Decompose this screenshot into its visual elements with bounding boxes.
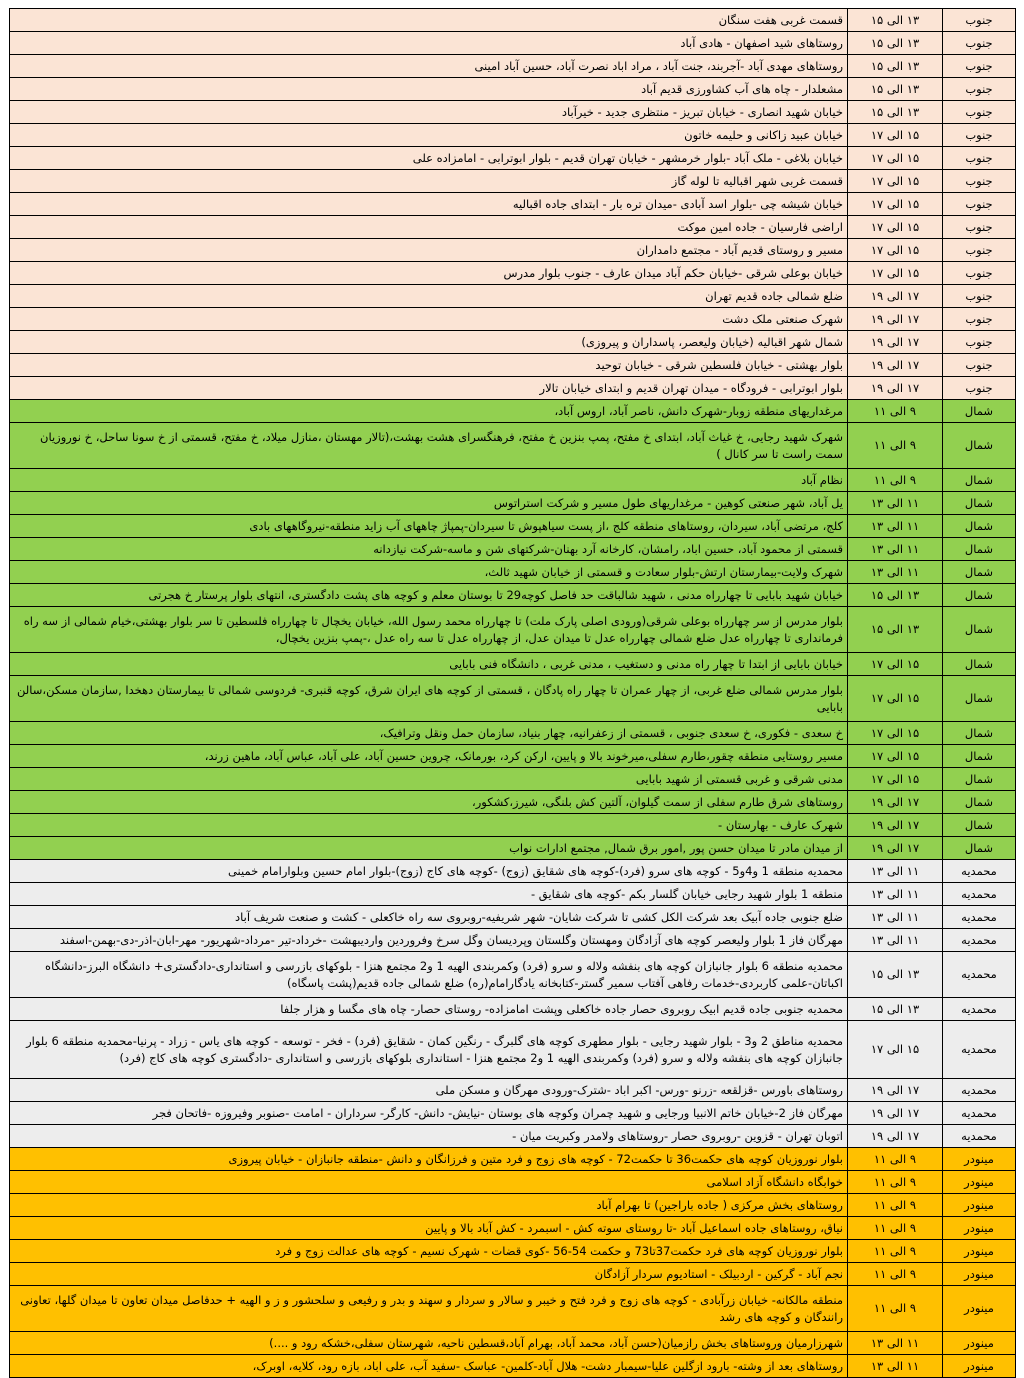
region-cell: شمال xyxy=(943,837,1016,860)
region-cell: محمدیه xyxy=(943,883,1016,906)
region-cell: شمال xyxy=(943,676,1016,722)
area-cell: خیابان شیشه چی -بلوار اسد آبادی -میدان تره بار - ابتدای جاده اقبالیه xyxy=(10,193,848,216)
region-cell: شمال xyxy=(943,814,1016,837)
time-cell: ۱۷ الی ۱۹ xyxy=(848,837,943,860)
area-cell: اراضی فارسیان - جاده امین موکت xyxy=(10,216,848,239)
region-cell: جنوب xyxy=(943,9,1016,32)
time-cell: ۱۱ الی ۱۳ xyxy=(848,538,943,561)
time-cell: ۱۷ الی ۱۹ xyxy=(848,308,943,331)
time-cell: ۱۷ الی ۱۹ xyxy=(848,1102,943,1125)
region-cell: شمال xyxy=(943,745,1016,768)
area-cell: خیابان عبید زاکانی و حلیمه خاتون xyxy=(10,124,848,147)
time-cell: ۱۷ الی ۱۹ xyxy=(848,331,943,354)
area-cell: نظام آباد xyxy=(10,469,848,492)
time-cell: ۱۳ الی ۱۵ xyxy=(848,32,943,55)
time-cell: ۱۵ الی ۱۷ xyxy=(848,676,943,722)
region-cell: جنوب xyxy=(943,239,1016,262)
region-cell: جنوب xyxy=(943,124,1016,147)
area-cell: مهرگان فاز 2-خیابان خاتم الانبیا ورجایی و شهید چمران وکوچه های بوستان -نیایش- دانش- کارگر- سرداران - امامت -صنوبر وفیروزه -فاتحان فجر xyxy=(10,1102,848,1125)
region-cell: مینودر xyxy=(943,1355,1016,1378)
area-cell: منطقه 1 بلوار شهید رجایی خیابان گلسار بکم -کوچه های شقایق - xyxy=(10,883,848,906)
area-cell: مرغداریهای منطقه زوبار-شهرک دانش، ناصر آباد، اروس آباد، xyxy=(10,400,848,423)
area-cell: شهرک شهید رجایی، خ غیاث آباد، ابتدای خ مفتح، پمپ بنزین خ مفتح، فرهنگسرای هشت بهشت،(تالار مهستان ،منازل میلاد، خ مفتح، قسمتی از خ سونا ساحل، خ نوروزیان سمت راست تا سر کانال ) xyxy=(10,423,848,469)
area-cell: روستاهای مهدی آباد -آجربند، جنت آباد ، مراد اباد نصرت آباد، حسین آباد امینی xyxy=(10,55,848,78)
region-cell: محمدیه xyxy=(943,998,1016,1021)
schedule-rows xyxy=(10,9,1016,1378)
region-cell: جنوب xyxy=(943,147,1016,170)
time-cell: ۱۳ الی ۱۵ xyxy=(848,101,943,124)
time-cell: ۱۷ الی ۱۹ xyxy=(848,791,943,814)
schedule-row xyxy=(10,1240,1016,1263)
schedule-row xyxy=(10,377,1016,400)
time-cell: ۱۵ الی ۱۷ xyxy=(848,722,943,745)
schedule-row xyxy=(10,1079,1016,1102)
schedule-row xyxy=(10,1171,1016,1194)
area-cell: خیابان بابایی از ابتدا تا چهار راه مدنی و دستغیب ، مدنی غربی ، دانشگاه فنی بابایی xyxy=(10,653,848,676)
region-cell: شمال xyxy=(943,423,1016,469)
time-cell: ۱۵ الی ۱۷ xyxy=(848,653,943,676)
area-cell: روستاهای شید اصفهان - هادی آباد xyxy=(10,32,848,55)
region-cell: مینودر xyxy=(943,1171,1016,1194)
schedule-row xyxy=(10,515,1016,538)
schedule-row xyxy=(10,998,1016,1021)
area-cell: خ سعدی - فکوری، خ سعدی جنوبی ، قسمتی از زعفرانیه، چهار بنیاد، سازمان حمل ونقل وترافیک، xyxy=(10,722,848,745)
schedule-row xyxy=(10,1148,1016,1171)
area-cell: ضلع جنوبی جاده آبیک بعد شرکت الکل کشی تا شرکت شایان- شهر شریفیه-روبروی سه راه خاکعلی - کشت و صنعت شریف آباد xyxy=(10,906,848,929)
time-cell: ۱۵ الی ۱۷ xyxy=(848,262,943,285)
schedule-row xyxy=(10,906,1016,929)
region-cell: محمدیه xyxy=(943,1102,1016,1125)
region-cell: جنوب xyxy=(943,354,1016,377)
time-cell: ۹ الی ۱۱ xyxy=(848,1240,943,1263)
area-cell: خیابان شهید انصاری - خیابان تبریز - منتظری جدید - خیرآباد xyxy=(10,101,848,124)
time-cell: ۱۳ الی ۱۵ xyxy=(848,607,943,653)
time-cell: ۱۵ الی ۱۷ xyxy=(848,768,943,791)
schedule-row xyxy=(10,1217,1016,1240)
area-cell: شهرک ولایت-بیمارستان ارتش-بلوار سعادت و قسمتی از خیابان شهید ثالث، xyxy=(10,561,848,584)
region-cell: محمدیه xyxy=(943,1021,1016,1079)
area-cell: اتوبان تهران - قزوین -روبروی حصار -روستاهای ولامدر وکبریت میان - xyxy=(10,1125,848,1148)
area-cell: بلوار ابوترابی - فرودگاه - میدان تهران قدیم و ابتدای خیابان تالار xyxy=(10,377,848,400)
time-cell: ۱۱ الی ۱۳ xyxy=(848,515,943,538)
region-cell: محمدیه xyxy=(943,1125,1016,1148)
time-cell: ۱۱ الی ۱۳ xyxy=(848,1332,943,1355)
region-cell: مینودر xyxy=(943,1217,1016,1240)
time-cell: ۱۵ الی ۱۷ xyxy=(848,216,943,239)
region-cell: شمال xyxy=(943,584,1016,607)
time-cell: ۹ الی ۱۱ xyxy=(848,469,943,492)
area-cell: مسیر و روستای قدیم آباد - مجتمع دامداران xyxy=(10,239,848,262)
schedule-row xyxy=(10,722,1016,745)
schedule-row xyxy=(10,1355,1016,1378)
area-cell: روستاهای باورس -قزلقعه -زرنو -ورس- اکبر اباد -شترک-ورودی مهرگان و مسکن ملی xyxy=(10,1079,848,1102)
schedule-row xyxy=(10,1125,1016,1148)
region-cell: شمال xyxy=(943,791,1016,814)
region-cell: جنوب xyxy=(943,308,1016,331)
region-cell: جنوب xyxy=(943,170,1016,193)
schedule-row xyxy=(10,101,1016,124)
time-cell: ۱۵ الی ۱۷ xyxy=(848,170,943,193)
area-cell: نیاق، روستاهای جاده اسماعیل آباد -تا روستای سوته کش - اسبمرد - کش آباد بالا و پایین xyxy=(10,1217,848,1240)
region-cell: محمدیه xyxy=(943,860,1016,883)
area-cell: بلوار نوروزیان کوچه های حکمت36 تا حکمت72 - کوچه های زوج و فرد متین و فرزانگان و دانش -منطقه جانبازان - خیابان پیروزی xyxy=(10,1148,848,1171)
region-cell: مینودر xyxy=(943,1332,1016,1355)
area-cell: بلوار مدرس شمالی ضلع غربی، از چهار عمران تا چهار راه پادگان ، قسمتی از کوچه های ایران شرق، کوچه قنبری- فردوسی شمالی تا بیمارستان دهخدا ,سازمان مسکن،سالن بابایی xyxy=(10,676,848,722)
time-cell: ۱۳ الی ۱۵ xyxy=(848,998,943,1021)
schedule-row xyxy=(10,308,1016,331)
schedule-row xyxy=(10,1286,1016,1332)
time-cell: ۱۳ الی ۱۵ xyxy=(848,55,943,78)
schedule-row xyxy=(10,1021,1016,1079)
schedule-row xyxy=(10,883,1016,906)
time-cell: ۱۱ الی ۱۳ xyxy=(848,1355,943,1378)
schedule-row xyxy=(10,837,1016,860)
schedule-row xyxy=(10,147,1016,170)
schedule-row xyxy=(10,584,1016,607)
region-cell: شمال xyxy=(943,768,1016,791)
area-cell: کلج، مرتضی آباد، سیردان، روستاهای منطقه کلج ،از پست سیاهپوش تا سیردان-پمپاژ چاههای آب زاید منطقه-نیروگاههای بادی xyxy=(10,515,848,538)
region-cell: شمال xyxy=(943,653,1016,676)
time-cell: ۱۱ الی ۱۳ xyxy=(848,883,943,906)
schedule-row xyxy=(10,285,1016,308)
time-cell: ۱۳ الی ۱۵ xyxy=(848,952,943,998)
schedule-row xyxy=(10,9,1016,32)
region-cell: مینودر xyxy=(943,1240,1016,1263)
region-cell: مینودر xyxy=(943,1148,1016,1171)
schedule-row xyxy=(10,952,1016,998)
schedule-row xyxy=(10,653,1016,676)
region-cell: محمدیه xyxy=(943,906,1016,929)
area-cell: قسمت غربی هفت سنگان xyxy=(10,9,848,32)
schedule-row xyxy=(10,1332,1016,1355)
time-cell: ۱۱ الی ۱۳ xyxy=(848,860,943,883)
time-cell: ۱۷ الی ۱۹ xyxy=(848,285,943,308)
schedule-row xyxy=(10,1194,1016,1217)
schedule-row xyxy=(10,1263,1016,1286)
schedule-row xyxy=(10,1102,1016,1125)
area-cell: از میدان مادر تا میدان حسن پور ,امور برق شمال, مجتمع ادارات نواب xyxy=(10,837,848,860)
region-cell: جنوب xyxy=(943,193,1016,216)
region-cell: جنوب xyxy=(943,55,1016,78)
schedule-row xyxy=(10,216,1016,239)
region-cell: جنوب xyxy=(943,216,1016,239)
area-cell: قسمتی از محمود آباد، حسین اباد، رامشان، کارخانه آرد بهنان-شرکتهای شن و ماسه-شرکت نیازدانه xyxy=(10,538,848,561)
time-cell: ۱۳ الی ۱۵ xyxy=(848,584,943,607)
area-cell: مشعلدار - چاه های آب کشاورزی قدیم آباد xyxy=(10,78,848,101)
schedule-row xyxy=(10,32,1016,55)
time-cell: ۹ الی ۱۱ xyxy=(848,1286,943,1332)
region-cell: شمال xyxy=(943,722,1016,745)
region-cell: جنوب xyxy=(943,377,1016,400)
time-cell: ۹ الی ۱۱ xyxy=(848,1148,943,1171)
region-cell: شمال xyxy=(943,469,1016,492)
area-cell: خیابان شهید بابایی تا چهارراه مدنی ، شهید شالباقت حد فاصل کوچه29 تا بوستان معلم و کوچه های پشت دادگستری، انتهای بلوار پرستار خ هجرتی xyxy=(10,584,848,607)
region-cell: جنوب xyxy=(943,78,1016,101)
schedule-row xyxy=(10,860,1016,883)
schedule-row xyxy=(10,193,1016,216)
outage-schedule-table xyxy=(9,8,1016,1378)
schedule-row xyxy=(10,676,1016,722)
area-cell: بلوار بهشتی - خیابان فلسطین شرقی - خیابان توحید xyxy=(10,354,848,377)
region-cell: شمال xyxy=(943,561,1016,584)
region-cell: جنوب xyxy=(943,32,1016,55)
time-cell: ۱۷ الی ۱۹ xyxy=(848,1125,943,1148)
area-cell: نجم آباد - گرکین - اردبیلک - استادیوم سردار آزادگان xyxy=(10,1263,848,1286)
area-cell: قسمت غربی شهر اقبالیه تا لوله گاز xyxy=(10,170,848,193)
time-cell: ۹ الی ۱۱ xyxy=(848,1194,943,1217)
area-cell: محمدیه جنوبی جاده قدیم ابیک روبروی حصار جاده خاکعلی وپشت امامزاده- روستای حصار- چاه های مگسا و هزار جلفا xyxy=(10,998,848,1021)
schedule-row xyxy=(10,745,1016,768)
region-cell: جنوب xyxy=(943,101,1016,124)
area-cell: شهرک عارف - بهارستان - xyxy=(10,814,848,837)
area-cell: روستاهای بعد از وشته- بارود ازگلین علیا-سیمبار دشت- هلال آباد-کلمین- عباسک -سفید آب، علی اباد، بازه رود، کلایه، اوبرک، xyxy=(10,1355,848,1378)
area-cell: محمدیه مناطق 2 و3 - بلوار شهید رجایی - بلوار مطهری کوچه های گلبرگ - رنگین کمان - شقایق (فرد) - فخر - توسعه - کوچه های یاس - زراد - پرنیا-محمدیه منطقه 6 بلوار جانبازان کوچه های بنفشه ولاله و سرو (فرد) وکمربندی الهیه 1 و2 مجتمع هنزا - استانداری بلوکهای بازرسی و استانداری -دادگستری کوچه های کاج (فرد) xyxy=(10,1021,848,1079)
area-cell: یل آباد، شهر صنعتی کوهین - مرغداریهای طول مسیر و شرکت استراتوس xyxy=(10,492,848,515)
schedule-row xyxy=(10,55,1016,78)
area-cell: بلوار نوروزیان کوچه های فرد حکمت37تا73 و حکمت 54-56 -کوی قضات - شهرک نسیم - کوچه های عدالت زوج و فرد xyxy=(10,1240,848,1263)
time-cell: ۱۳ الی ۱۵ xyxy=(848,9,943,32)
area-cell: خوابگاه دانشگاه آزاد اسلامی xyxy=(10,1171,848,1194)
schedule-row xyxy=(10,170,1016,193)
schedule-row xyxy=(10,469,1016,492)
time-cell: ۱۱ الی ۱۳ xyxy=(848,492,943,515)
time-cell: ۱۵ الی ۱۷ xyxy=(848,239,943,262)
area-cell: منطقه مالکانه- خیابان زرآبادی - کوچه های زوج و فرد فتح و خیبر و سالار و سردار و سهند و بدر و رفیعی و سلحشور و ز و الهیه + حدفاصل میدان تعاون تا میدان گلها، تعاونی رانندگان و کوچه های رشد xyxy=(10,1286,848,1332)
schedule-row xyxy=(10,400,1016,423)
schedule-row xyxy=(10,78,1016,101)
schedule-row xyxy=(10,791,1016,814)
area-cell: بلوار مدرس از سر چهارراه بوعلی شرقی(ورودی اصلی پارک ملت) تا چهارراه محمد رسول الله، خیابان یخچال تا چهارراه فلسطین تا سر بلوار بهشتی،خیام شمالی از سه راه فرمانداری تا چهارراه عدل ضلع شمالی چهارراه عدل تا میدان عدل، از چهارراه عدل تا سه راه عدل ،-پمپ بنزین یخچال، xyxy=(10,607,848,653)
area-cell: روستاهای بخش مرکزی ( جاده باراجین) تا بهرام آباد xyxy=(10,1194,848,1217)
time-cell: ۱۵ الی ۱۷ xyxy=(848,147,943,170)
schedule-row xyxy=(10,768,1016,791)
schedule-row xyxy=(10,239,1016,262)
schedule-row xyxy=(10,607,1016,653)
region-cell: مینودر xyxy=(943,1263,1016,1286)
area-cell: شمال شهر اقبالیه (خیابان ولیعصر، پاسداران و پیروزی) xyxy=(10,331,848,354)
area-cell: شهرک صنعتی ملک دشت xyxy=(10,308,848,331)
time-cell: ۱۵ الی ۱۷ xyxy=(848,1021,943,1079)
area-cell: مدنی شرقی و غربی قسمتی از شهید بابایی xyxy=(10,768,848,791)
area-cell: ضلع شمالی جاده قدیم تهران xyxy=(10,285,848,308)
time-cell: ۱۱ الی ۱۳ xyxy=(848,561,943,584)
region-cell: جنوب xyxy=(943,331,1016,354)
time-cell: ۹ الی ۱۱ xyxy=(848,1263,943,1286)
area-cell: محمدیه منطقه 6 بلوار جانبازان کوچه های بنفشه ولاله و سرو (فرد) وکمربندی الهیه 1 و2 مجتمع هنزا - بلوکهای بازرسی و استانداری-دادگستری+ دانشگاه البرز-دانشگاه اکباتان-علمی کاربردی-خدمات رفاهی آفتاب سمیر گستر-کتابخانه یادگارامام(ره) ضلع شمالی جاده قدیم(پشت پاسگاه) xyxy=(10,952,848,998)
schedule-row xyxy=(10,538,1016,561)
area-cell: شهرزارمیان وروستاهای بخش رازمیان(حسن آباد، محمد آباد، بهرام آباد،قسطین ناحیه، شهرستان سفلی،خشکه رود و ....) xyxy=(10,1332,848,1355)
schedule-row xyxy=(10,423,1016,469)
time-cell: ۱۵ الی ۱۷ xyxy=(848,193,943,216)
time-cell: ۱۱ الی ۱۳ xyxy=(848,929,943,952)
time-cell: ۱۷ الی ۱۹ xyxy=(848,814,943,837)
region-cell: محمدیه xyxy=(943,1079,1016,1102)
schedule-row xyxy=(10,331,1016,354)
region-cell: جنوب xyxy=(943,285,1016,308)
time-cell: ۱۷ الی ۱۹ xyxy=(848,1079,943,1102)
region-cell: مینودر xyxy=(943,1194,1016,1217)
schedule-row xyxy=(10,561,1016,584)
time-cell: ۹ الی ۱۱ xyxy=(848,1217,943,1240)
schedule-row xyxy=(10,929,1016,952)
schedule-row xyxy=(10,262,1016,285)
area-cell: روستاهای شرق طارم سفلی از سمت گیلوان، آلتین کش بلنگی، شیرز،کشکور، xyxy=(10,791,848,814)
area-cell: مسیر روستایی منطقه چقور،طارم سفلی،میرخوند بالا و پایین، ارکن کرد، بورمانک، چروین حسین آباد، علی آباد، عباس آباد، ماهین زرند، xyxy=(10,745,848,768)
schedule-row xyxy=(10,814,1016,837)
region-cell: شمال xyxy=(943,538,1016,561)
region-cell: شمال xyxy=(943,607,1016,653)
region-cell: شمال xyxy=(943,515,1016,538)
time-cell: ۱۷ الی ۱۹ xyxy=(848,377,943,400)
time-cell: ۹ الی ۱۱ xyxy=(848,1171,943,1194)
region-cell: محمدیه xyxy=(943,929,1016,952)
region-cell: جنوب xyxy=(943,262,1016,285)
time-cell: ۱۱ الی ۱۳ xyxy=(848,906,943,929)
region-cell: محمدیه xyxy=(943,952,1016,998)
region-cell: شمال xyxy=(943,492,1016,515)
time-cell: ۱۵ الی ۱۷ xyxy=(848,124,943,147)
area-cell: خیابان بوعلی شرقی -خیابان حکم آباد میدان عارف - جنوب بلوار مدرس xyxy=(10,262,848,285)
time-cell: ۹ الی ۱۱ xyxy=(848,400,943,423)
region-cell: شمال xyxy=(943,400,1016,423)
area-cell: خیابان بلاغی - ملک آباد -بلوار خرمشهر - خیابان تهران قدیم - بلوار ابوترابی - امامزاده علی xyxy=(10,147,848,170)
time-cell: ۱۵ الی ۱۷ xyxy=(848,745,943,768)
schedule-row xyxy=(10,492,1016,515)
region-cell: مینودر xyxy=(943,1286,1016,1332)
time-cell: ۱۳ الی ۱۵ xyxy=(848,78,943,101)
time-cell: ۱۷ الی ۱۹ xyxy=(848,354,943,377)
schedule-row xyxy=(10,354,1016,377)
schedule-row xyxy=(10,124,1016,147)
time-cell: ۹ الی ۱۱ xyxy=(848,423,943,469)
area-cell: مهرگان فاز 1 بلوار ولیعصر کوچه های آزادگان ومهستان وگلستان وپردیسان وگل سرخ وفروردین واردیبهشت -خرداد-تیر -مرداد-شهریور- مهر-ابان-اذر-دی-بهمن-اسفند xyxy=(10,929,848,952)
area-cell: محمدیه منطقه 1 و4و5 - کوچه های سرو (فرد)-کوچه های شقایق (زوج) -کوچه های کاج (زوج)-بلوار امام حسین وبلوارامام خمینی xyxy=(10,860,848,883)
